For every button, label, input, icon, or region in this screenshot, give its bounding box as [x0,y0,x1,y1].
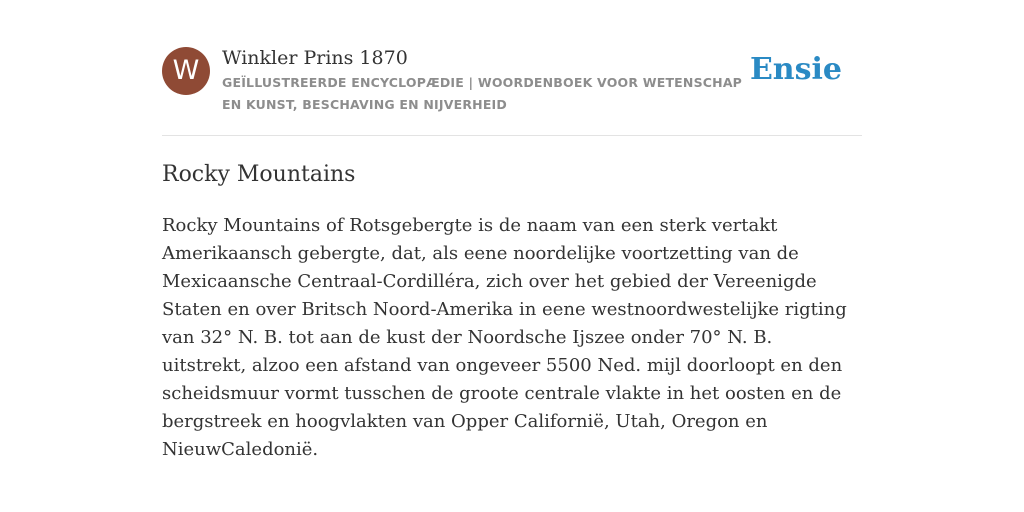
article-page [162,0,862,464]
article-body: Rocky Mountains of Rotsgebergte is de naam van een sterk vertakt Amerikaansch gebergte, dat, als eene noordelijke voortzetting van de Mexicaansche Centraal-Cordilléra, zich over het gebied der Vereenigde Staten en over Britsch Noord-Amerika in eene westnoordwestelijke rigting van 32° N. B. tot aan de kust der Noordsche Ijszee onder 70° N. B. uitstrekt, alzoo een afstand van ongeveer 5500 Ned. mijl doorloopt en den scheidsmuur vormt tusschen de groote centrale vlakte in het oosten en de bergstreek en hoogvlakten van Opper Californië, Utah, Oregon en NieuwCaledonië. [162,215,847,460]
ensie-logo-link[interactable]: Ensie [749,52,842,87]
source-header [162,0,862,136]
source-subtitle: GEÏLLUSTREERDE ENCYCLOPÆDIE | WOORDENBOEK VOOR WETENSCHAP EN KUNST, BESCHAVING EN NIJVERHEID [222,75,743,112]
source-info [222,44,752,116]
source-title[interactable]: Winkler Prins 1870 [222,47,408,69]
article-title: Rocky Mountains [162,162,356,187]
source-avatar[interactable]: W [162,47,210,95]
